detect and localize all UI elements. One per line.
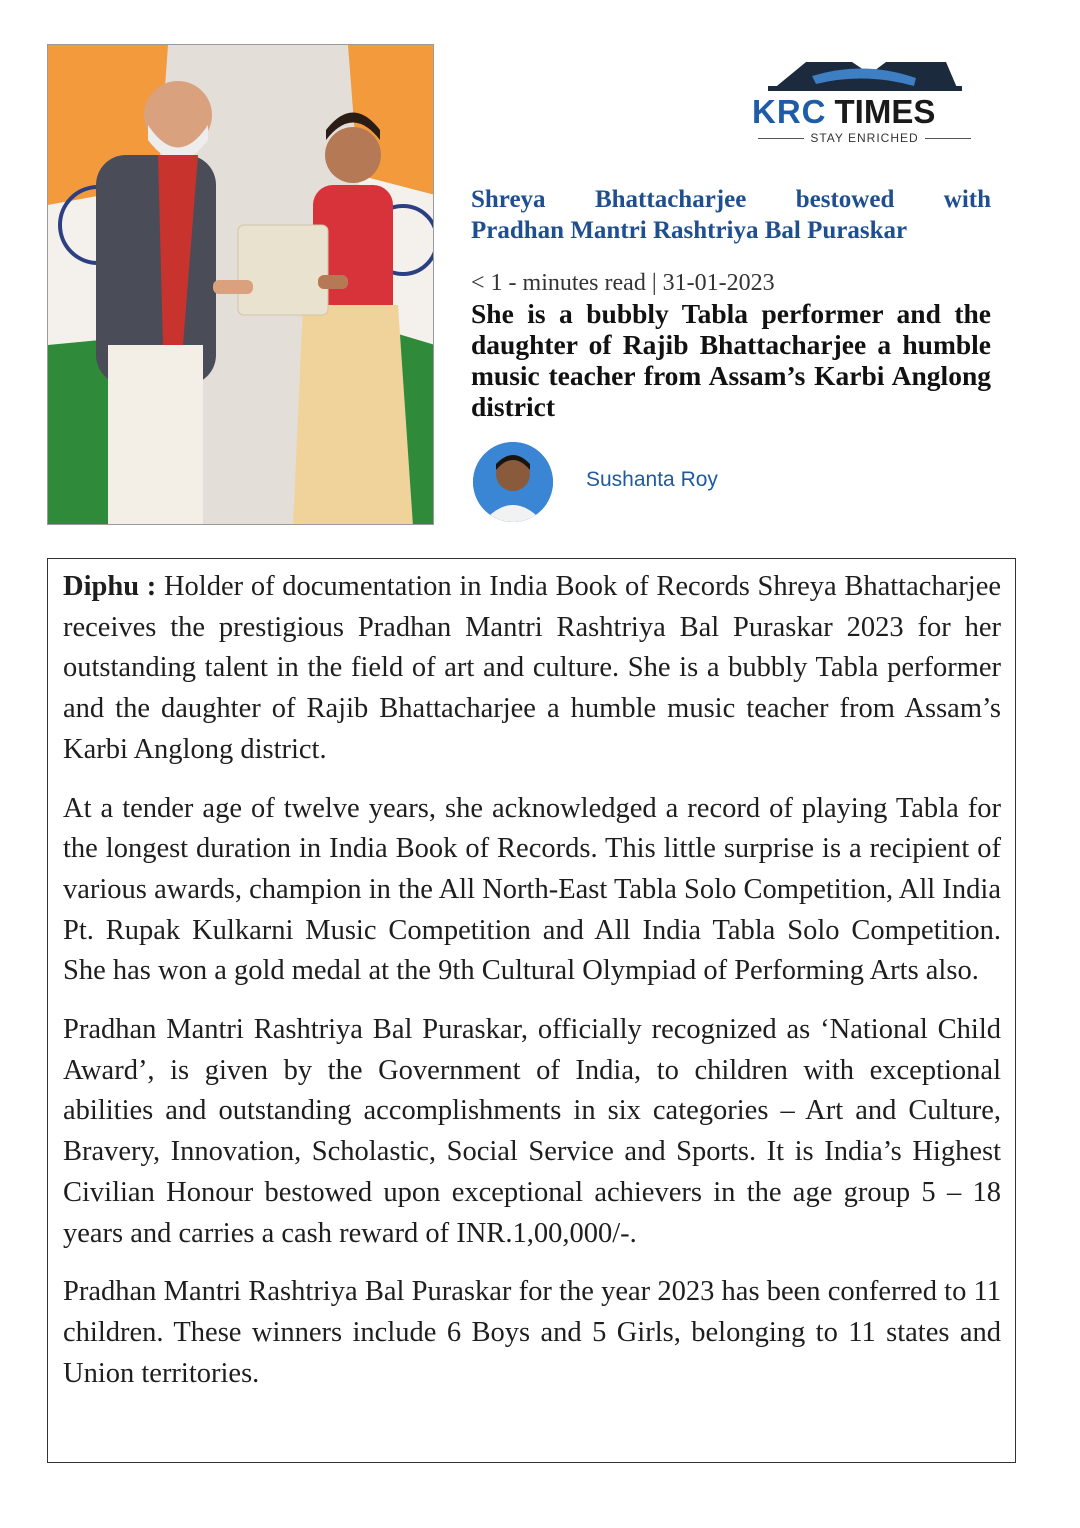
krc-times-logo[interactable] [752,56,977,151]
dateline: Diphu : [63,571,157,602]
logo-times-text: TIMES [834,93,936,130]
award-photo-illustration [48,45,434,525]
article-paragraph-1 [63,567,1001,771]
paragraph-1-text: Holder of documentation in India Book of Records Shreya Bhattacharjee receives the prestigious Pradhan Mantri Rashtriya Bal Puraskar 2023 for her outstanding talent in the field of art and culture. She is a bubbly Tabla performer and the daughter of Rajib Bhattacharjee a humble music teacher from Assam’s Karbi Anglong district. [63,571,1001,765]
logo-tagline: STAY ENRICHED [752,131,977,145]
award-photo [47,44,434,525]
logo-krc-text: KRC [752,93,827,130]
article-paragraph-3: Pradhan Mantri Rashtriya Bal Puraskar, officially recognized as ‘National Child Award’, is given by the Government of India, to children with exceptional abilities and outstanding accomplishments in six categories – Art and Culture, Bravery, Innovation, Scholastic, Social Service and Sports. It is India’s Highest Civilian Honour bestowed upon exceptional achievers in the age group 5 – 18 years and carries a cash reward of INR.1,00,000/-. [63,1014,1001,1249]
author-name[interactable]: Sushanta Roy [586,468,718,491]
article-paragraph-2: At a tender age of twelve years, she acknowledged a record of playing Tabla for the longest duration in India Book of Records. This little surprise is a recipient of various awards, champion in the All North-East Tabla Solo Competition, All India Pt. Rupak Kulkarni Music Competition and All India Tabla Solo Competition. She has won a gold medal at the 9th Cultural Olympiad of Performing Arts also. [63,792,1001,987]
author-avatar [473,442,553,522]
headline-line-2: Pradhan Mantri Rashtriya Bal Puraskar [471,217,908,244]
article-body [47,558,1016,1463]
article-subheading: She is a bubbly Tabla performer and the daughter of Rajib Bhattacharjee a humble music teacher from Assam’s Karbi Anglong district [471,298,991,422]
headline-line-1: Shreya Bhattacharjee bestowed with [471,186,991,213]
article-paragraph-4: Pradhan Mantri Rashtriya Bal Puraskar for the year 2023 has been conferred to 11 children. These winners include 6 Boys and 5 Girls, belonging to 11 states and Union territories. [63,1276,1001,1389]
logo-wordmark [752,92,935,132]
article-headline [471,184,991,246]
read-time-and-date: < 1 - minutes read | 31-01-2023 [471,270,775,296]
handshake-icon [766,56,962,92]
avatar-portrait-icon [473,442,553,522]
